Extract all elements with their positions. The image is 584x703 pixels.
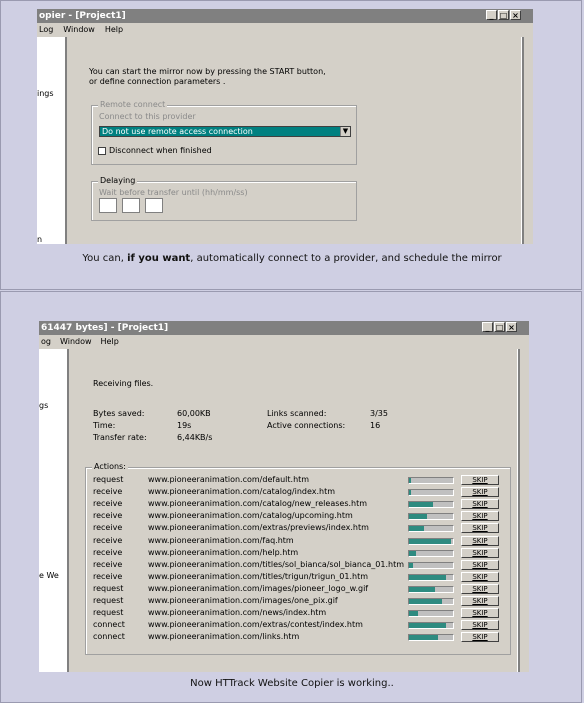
window-title: opier - [Project1] bbox=[39, 11, 126, 21]
action-type: receive bbox=[93, 559, 123, 569]
close-icon[interactable]: × bbox=[506, 322, 517, 332]
stat-value: 19s bbox=[177, 421, 192, 430]
disconnect-checkbox[interactable] bbox=[98, 147, 106, 155]
progress-fill bbox=[409, 490, 411, 495]
menu-log[interactable]: og bbox=[41, 337, 51, 346]
action-type: request bbox=[93, 608, 124, 618]
skip-button[interactable]: SKIP bbox=[461, 536, 499, 546]
action-url: www.pioneeranimation.com/catalog/upcoming.htm bbox=[148, 511, 353, 521]
action-row bbox=[93, 523, 523, 535]
progress-fill bbox=[409, 575, 446, 580]
left-pane bbox=[37, 37, 67, 244]
action-row bbox=[93, 632, 523, 644]
action-url: www.pioneeranimation.com/faq.htm bbox=[148, 535, 294, 545]
menu-help[interactable]: Help bbox=[100, 337, 119, 346]
skip-button[interactable]: SKIP bbox=[461, 632, 499, 642]
action-row bbox=[93, 511, 523, 523]
group-label: Delaying bbox=[100, 176, 136, 185]
chevron-down-icon[interactable]: ▼ bbox=[340, 127, 350, 136]
intro-text: You can start the mirror now by pressing the START button, bbox=[89, 67, 326, 76]
progress-bar bbox=[408, 562, 454, 569]
action-type: receive bbox=[93, 511, 123, 521]
progress-bar bbox=[408, 574, 454, 581]
action-row bbox=[93, 584, 523, 596]
window-titlebar bbox=[39, 321, 529, 335]
skip-button[interactable]: SKIP bbox=[461, 487, 499, 497]
stat-value: 3/35 bbox=[370, 409, 388, 418]
action-url: www.pioneeranimation.com/images/one_pix.gif bbox=[148, 596, 338, 605]
action-url: www.pioneeranimation.com/extras/contest/index.htm bbox=[148, 620, 363, 630]
window-title: 61447 bytes] - [Project1] bbox=[41, 323, 169, 333]
action-row bbox=[93, 548, 523, 560]
skip-button[interactable]: SKIP bbox=[461, 499, 499, 509]
seconds-field[interactable] bbox=[145, 198, 163, 213]
delay-label: Wait before transfer until (hh/mm/ss) bbox=[99, 188, 248, 197]
skip-button[interactable]: SKIP bbox=[461, 620, 499, 630]
close-icon[interactable]: × bbox=[510, 10, 521, 20]
action-row bbox=[93, 608, 523, 620]
stat-label: Bytes saved: bbox=[93, 409, 145, 418]
progress-fill bbox=[409, 623, 446, 628]
action-row bbox=[93, 536, 523, 548]
skip-button[interactable]: SKIP bbox=[461, 523, 499, 533]
progress-bar bbox=[408, 477, 454, 484]
intro-text: or define connection parameters . bbox=[89, 77, 226, 86]
skip-button[interactable]: SKIP bbox=[461, 511, 499, 521]
stat-label: Links scanned: bbox=[267, 409, 327, 418]
action-row bbox=[93, 596, 523, 608]
left-pane bbox=[39, 349, 69, 672]
window-titlebar bbox=[37, 9, 533, 23]
provider-label: Connect to this provider bbox=[99, 112, 196, 121]
action-row bbox=[93, 560, 523, 572]
progress-bar bbox=[408, 598, 454, 605]
progress-fill bbox=[409, 478, 411, 483]
action-url: www.pioneeranimation.com/images/pioneer_logo_w.gif bbox=[148, 583, 369, 593]
action-row bbox=[93, 620, 523, 632]
stat-label: Active connections: bbox=[267, 421, 346, 430]
group-label: Remote connect bbox=[100, 100, 166, 109]
minimize-icon[interactable]: _ bbox=[486, 10, 497, 20]
progress-bar bbox=[408, 610, 454, 617]
action-type: request bbox=[93, 583, 124, 593]
stat-value: 16 bbox=[370, 421, 381, 430]
left-pane-text: gs bbox=[39, 401, 49, 410]
menu-log[interactable]: Log bbox=[39, 25, 54, 34]
action-row bbox=[93, 487, 523, 499]
action-type: request bbox=[93, 596, 124, 605]
progress-bar bbox=[408, 550, 454, 557]
panel-1 bbox=[0, 0, 582, 290]
caption-1: You can, if you want, automatically connect to a provider, and schedule the mirror bbox=[82, 253, 502, 264]
group-label: Actions: bbox=[94, 462, 126, 471]
action-row bbox=[93, 572, 523, 584]
status-text: Receiving files. bbox=[93, 379, 154, 388]
action-type: receive bbox=[93, 487, 123, 497]
caption-2: Now HTTrack Website Copier is working.. bbox=[190, 678, 394, 689]
action-type: connect bbox=[93, 620, 125, 630]
action-type: receive bbox=[93, 523, 123, 533]
screenshot-connect-options bbox=[37, 9, 533, 244]
left-pane-text: ings bbox=[37, 89, 54, 98]
left-pane-text: n bbox=[37, 235, 43, 244]
progress-fill bbox=[409, 611, 418, 616]
panel-2 bbox=[0, 291, 582, 703]
action-type: connect bbox=[93, 632, 125, 642]
left-pane-text: e We bbox=[39, 571, 59, 580]
stat-value: 6,44KB/s bbox=[177, 433, 213, 442]
progress-fill bbox=[409, 587, 435, 592]
progress-fill bbox=[409, 599, 442, 604]
progress-fill bbox=[409, 514, 427, 519]
progress-fill bbox=[409, 635, 438, 640]
stat-label: Time: bbox=[93, 421, 116, 430]
screenshot-progress bbox=[39, 321, 529, 672]
menubar bbox=[39, 335, 529, 348]
action-url: www.pioneeranimation.com/catalog/new_releases.htm bbox=[148, 499, 368, 509]
action-url: www.pioneeranimation.com/catalog/index.htm bbox=[148, 487, 336, 497]
skip-button[interactable]: SKIP bbox=[461, 584, 499, 594]
action-url: www.pioneeranimation.com/news/index.htm bbox=[148, 608, 327, 618]
progress-fill bbox=[409, 563, 413, 568]
stat-value: 60,00KB bbox=[177, 409, 211, 418]
progress-bar bbox=[408, 622, 454, 629]
action-type: receive bbox=[93, 547, 123, 557]
action-type: receive bbox=[93, 535, 123, 545]
minutes-field[interactable] bbox=[122, 198, 140, 213]
action-row bbox=[93, 475, 523, 487]
action-url: www.pioneeranimation.com/titles/trigun/trigun_01.htm bbox=[148, 571, 369, 581]
progress-bar bbox=[408, 525, 454, 532]
action-type: request bbox=[93, 475, 124, 484]
menu-window[interactable]: Window bbox=[59, 337, 92, 346]
disconnect-label: Disconnect when finished bbox=[109, 146, 212, 155]
action-url: www.pioneeranimation.com/default.htm bbox=[148, 475, 310, 484]
progress-fill bbox=[409, 551, 416, 556]
skip-button[interactable]: SKIP bbox=[461, 560, 499, 570]
progress-bar bbox=[408, 501, 454, 508]
action-type: receive bbox=[93, 499, 123, 509]
skip-button[interactable]: SKIP bbox=[461, 596, 499, 606]
action-url: www.pioneeranimation.com/titles/sol_bianca/sol_bianca_01.htm bbox=[148, 559, 405, 569]
action-url: www.pioneeranimation.com/links.htm bbox=[148, 632, 300, 642]
minimize-icon[interactable]: _ bbox=[482, 322, 493, 332]
action-url: www.pioneeranimation.com/extras/previews/index.htm bbox=[148, 523, 369, 533]
hours-field[interactable] bbox=[99, 198, 117, 213]
menubar bbox=[37, 23, 533, 36]
skip-button[interactable]: SKIP bbox=[461, 572, 499, 582]
pane-divider bbox=[521, 37, 524, 244]
provider-select-value: Do not use remote access connection bbox=[102, 127, 253, 136]
action-url: www.pioneeranimation.com/help.htm bbox=[148, 547, 299, 557]
action-row bbox=[93, 499, 523, 511]
maximize-icon[interactable]: □ bbox=[495, 323, 504, 332]
stat-label: Transfer rate: bbox=[93, 433, 147, 442]
menu-window[interactable]: Window bbox=[63, 25, 95, 34]
progress-fill bbox=[409, 526, 424, 531]
progress-bar bbox=[408, 513, 454, 520]
progress-bar bbox=[408, 489, 454, 496]
maximize-icon[interactable]: □ bbox=[499, 11, 508, 20]
skip-button[interactable]: SKIP bbox=[461, 608, 499, 618]
menu-help[interactable]: Help bbox=[104, 25, 124, 34]
progress-bar bbox=[408, 586, 454, 593]
progress-fill bbox=[409, 539, 451, 544]
actions-list bbox=[93, 475, 513, 645]
action-type: receive bbox=[93, 571, 123, 581]
skip-button[interactable]: SKIP bbox=[461, 475, 499, 485]
progress-fill bbox=[409, 502, 433, 507]
provider-select[interactable] bbox=[99, 126, 351, 137]
progress-bar bbox=[408, 634, 454, 641]
skip-button[interactable]: SKIP bbox=[461, 548, 499, 558]
progress-bar bbox=[408, 538, 454, 545]
